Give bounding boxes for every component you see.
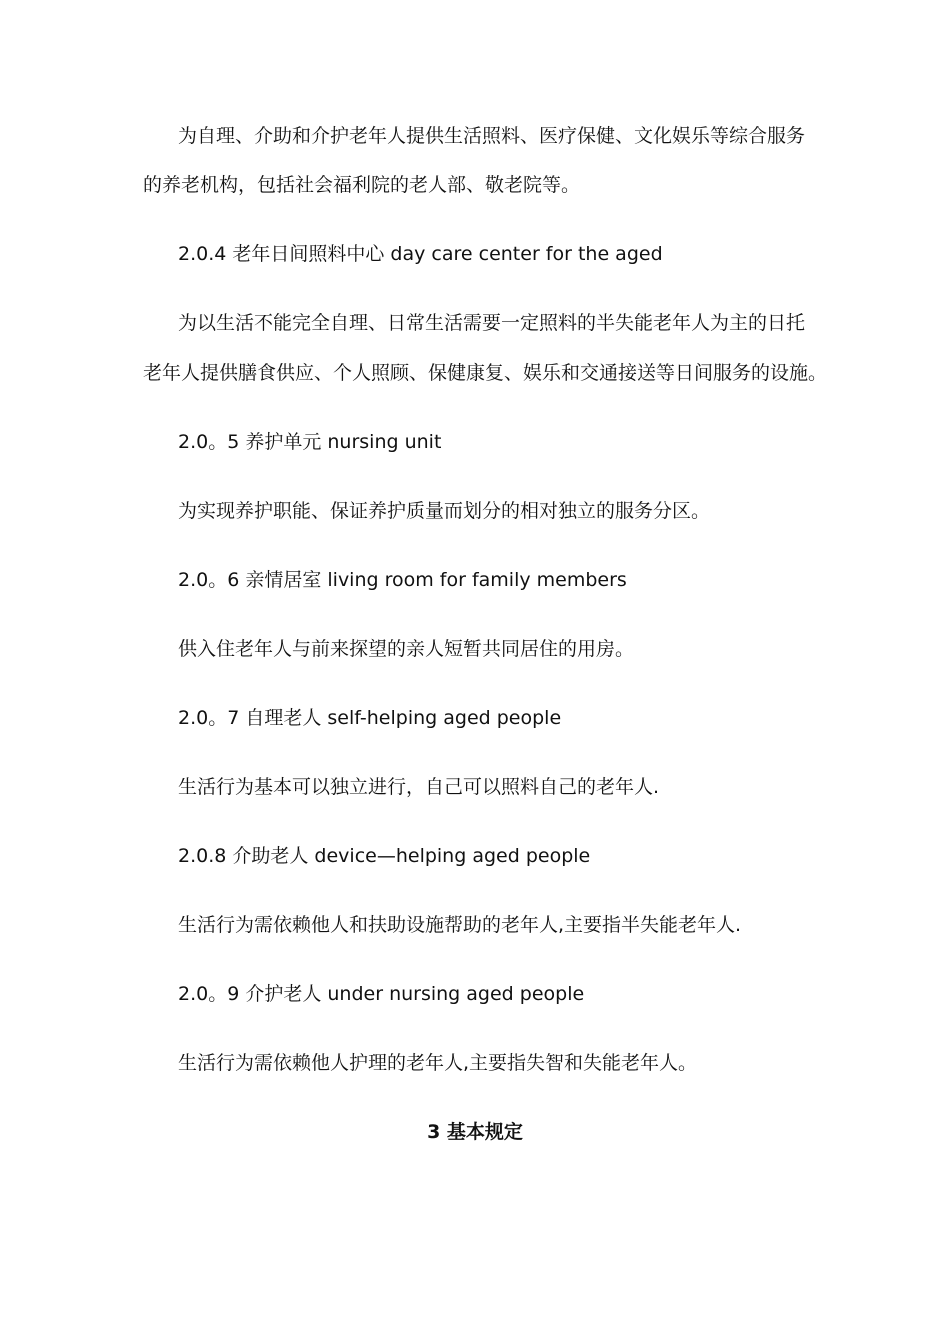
paragraph-line: 为实现养护职能、保证养护质量而划分的相对独立的服务分区。 [178,500,711,522]
paragraph-line: 为以生活不能完全自理、日常生活需要一定照料的半失能老年人为主的日托 [178,312,806,334]
paragraph-line: 供入住老年人与前来探望的亲人短暂共同居住的用房。 [178,638,635,660]
paragraph-line: 生活行为需依赖他人护理的老年人,主要指失智和失能老年人。 [178,1052,698,1074]
term-heading-2-0-8: 2.0.8 介助老人 device—helping aged people [178,845,591,867]
term-heading-2-0-6: 2.0。6 亲情居室 living room for family members [178,569,627,591]
paragraph-line: 生活行为需依赖他人和扶助设施帮助的老年人,主要指半失能老年人. [178,914,742,936]
section-heading: 3 基本规定 [427,1121,523,1143]
paragraph-line: 的养老机构，包括社会福利院的老人部、敬老院等。 [143,174,581,196]
paragraph-line: 为自理、介助和介护老年人提供生活照料、医疗保健、文化娱乐等综合服务 [178,125,806,147]
paragraph-line: 老年人提供膳食供应、个人照顾、保健康复、娱乐和交通接送等日间服务的设施。 [143,362,828,384]
term-heading-2-0-9: 2.0。9 介护老人 under nursing aged people [178,983,585,1005]
term-heading-2-0-4: 2.0.4 老年日间照料中心 day care center for the aged [178,243,663,265]
term-heading-2-0-7: 2.0。7 自理老人 self-helping aged people [178,707,562,729]
term-heading-2-0-5: 2.0。5 养护单元 nursing unit [178,431,442,453]
paragraph-line: 生活行为基本可以独立进行，自己可以照料自己的老年人. [178,776,660,798]
